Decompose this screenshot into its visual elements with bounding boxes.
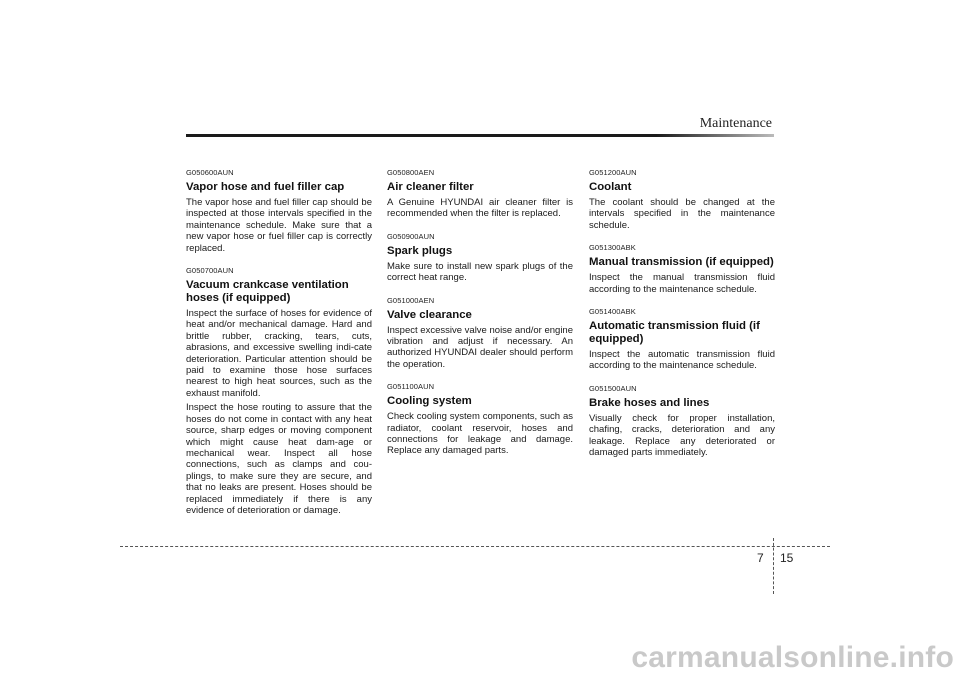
section-heading: Vapor hose and fuel filler cap	[186, 181, 345, 193]
column-1	[186, 168, 372, 528]
column-2	[387, 168, 573, 469]
section-paragraph: Inspect the hose routing to assure that the hoses do not come in contact with any heat source, sharp edges or moving component which might cause heat dam-age or mechanical wear. Inspect all hose connections, such as clamps and cou-plings, to make sure they are secure, and that no leaks are present. Hoses should be replaced immediately if there is any evidence of deterioration or damage.	[186, 402, 372, 516]
section-heading: Valve clearance	[387, 308, 472, 321]
section-valve-clearance	[387, 296, 573, 371]
section-code: G051100AUN	[387, 382, 435, 392]
section-code: G051300ABK	[589, 243, 636, 253]
section-code: G050800AEN	[387, 168, 435, 177]
column-3	[589, 168, 775, 470]
section-paragraph: Inspect excessive valve noise and/or engine vibration and adjust if necessary. An authorized HYUNDAI dealer should perform the operation.	[387, 324, 573, 370]
section-code: G050700AUN	[186, 266, 234, 276]
section-code: G050900AUN	[387, 231, 435, 241]
section-code: G051200AUN	[589, 168, 637, 177]
section-automatic-transmission	[589, 307, 775, 372]
section-paragraph: The coolant should be changed at the intervals specified in the maintenance schedule.	[589, 197, 775, 231]
section-code: G051500AUN	[589, 383, 637, 393]
page-number: 15	[780, 551, 794, 565]
section-paragraph: Inspect the automatic transmission fluid according to the maintenance schedule.	[589, 349, 775, 372]
section-paragraph: Make sure to install new spark plugs of the correct heat range.	[387, 260, 573, 284]
watermark: carmanualsonline.info	[631, 641, 954, 674]
page-chapter-number: 7	[757, 551, 764, 565]
section-heading: Cooling system	[387, 395, 472, 408]
header-rule	[186, 134, 774, 137]
section-coolant	[589, 168, 775, 231]
footer-divider	[773, 538, 774, 594]
section-heading: Manual transmission (if equipped)	[589, 256, 774, 269]
section-crankcase-ventilation	[186, 266, 372, 516]
section-paragraph: A Genuine HYUNDAI air cleaner filter is recommended when the filter is replaced.	[387, 197, 573, 220]
section-heading: Spark plugs	[387, 244, 453, 257]
section-heading: Automatic transmission fluid (if equipped)	[589, 320, 760, 346]
section-cooling-system	[387, 382, 573, 457]
section-heading: Vacuum crankcase ventilation hoses (if equipped)	[186, 279, 349, 305]
section-paragraph: Inspect the surface of hoses for evidence of heat and/or mechanical damage. Hard and brittle rubber, cracking, tears, cuts, abrasions, and excessive swelling indi-cate deterioration. Particular attention should be paid to examine those hose surfaces nearest to high heat sources, such as the exhaust manifold.	[186, 308, 372, 399]
section-vapor-hose	[186, 168, 372, 254]
section-heading: Air cleaner filter	[387, 181, 474, 193]
section-paragraph: The vapor hose and fuel filler cap should be inspected at those intervals specified in the maintenance schedule. Make sure that a new vapor hose or fuel filler cap is correctly replaced.	[186, 197, 372, 254]
section-paragraph: Check cooling system components, such as radiator, coolant reservoir, hoses and connections for leakage and damage. Replace any damaged parts.	[387, 411, 573, 457]
page-header-title: Maintenance	[699, 116, 772, 131]
section-code: G051000AEN	[387, 295, 435, 305]
section-paragraph: Visually check for proper installation, chafing, cracks, deterioration and any leakage. Replace any deteriorated or damaged parts immediately.	[589, 412, 775, 459]
section-code: G051400ABK	[589, 307, 636, 317]
section-code: G050600AUN	[186, 168, 234, 177]
section-brake-hoses	[589, 384, 775, 459]
section-spark-plugs	[387, 232, 573, 284]
section-heading: Coolant	[589, 181, 632, 193]
section-paragraph: Inspect the manual transmission fluid according to the maintenance schedule.	[589, 272, 775, 295]
footer-rule	[120, 546, 830, 547]
section-air-cleaner	[387, 168, 573, 220]
section-manual-transmission	[589, 243, 775, 295]
section-heading: Brake hoses and lines	[589, 396, 710, 409]
